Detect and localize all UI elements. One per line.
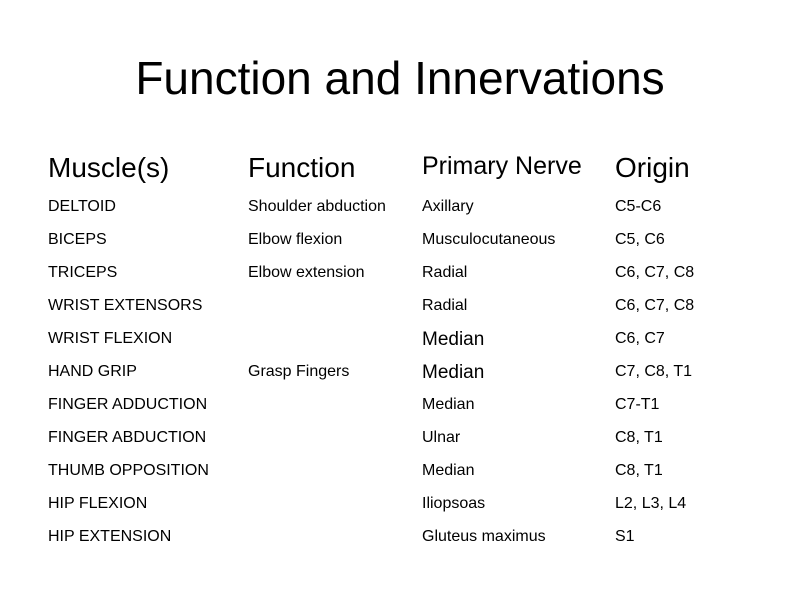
table-row (48, 256, 768, 289)
origin-cell: S1 (615, 528, 635, 545)
muscle-cell: TRICEPS (48, 264, 118, 281)
table-header-row (48, 145, 768, 190)
muscle-cell: HAND GRIP (48, 363, 137, 380)
origin-cell: C7-T1 (615, 396, 660, 413)
muscle-cell: FINGER ADDUCTION (48, 396, 208, 413)
nerve-cell: Median (422, 396, 475, 413)
header-primary-nerve: Primary Nerve (422, 152, 582, 180)
nerve-cell: Musculocutaneous (422, 231, 556, 248)
nerve-cell: Median (422, 329, 485, 350)
origin-cell: C6, C7 (615, 330, 665, 347)
header-origin: Origin (615, 152, 690, 183)
table-row (48, 355, 768, 388)
table-row (48, 454, 768, 487)
muscle-cell: FINGER ABDUCTION (48, 429, 207, 446)
header-muscle: Muscle(s) (48, 152, 170, 183)
table-row (48, 487, 768, 520)
muscle-cell: THUMB OPPOSITION (48, 462, 209, 479)
table-row (48, 190, 768, 223)
function-cell: Shoulder abduction (248, 198, 386, 215)
muscle-cell: WRIST EXTENSORS (48, 297, 203, 314)
origin-cell: L2, L3, L4 (615, 495, 687, 512)
table-row (48, 289, 768, 322)
muscle-cell: HIP EXTENSION (48, 528, 172, 545)
origin-cell: C8, T1 (615, 429, 663, 446)
nerve-cell: Median (422, 462, 475, 479)
origin-cell: C5, C6 (615, 231, 665, 248)
function-cell: Elbow extension (248, 264, 365, 281)
table-row (48, 520, 768, 553)
nerve-cell: Ulnar (422, 429, 461, 446)
muscle-cell: BICEPS (48, 231, 107, 248)
innervation-table (48, 145, 768, 553)
origin-cell: C8, T1 (615, 462, 663, 479)
nerve-cell: Radial (422, 297, 468, 314)
origin-cell: C6, C7, C8 (615, 264, 695, 281)
origin-cell: C5-C6 (615, 198, 662, 215)
table-row (48, 322, 768, 355)
nerve-cell: Radial (422, 264, 468, 281)
header-function: Function (248, 152, 356, 183)
muscle-cell: HIP FLEXION (48, 495, 148, 512)
table-row (48, 388, 768, 421)
function-cell: Grasp Fingers (248, 363, 350, 380)
muscle-cell: DELTOID (48, 198, 116, 215)
origin-cell: C7, C8, T1 (615, 363, 693, 380)
slide-title: Function and Innervations (135, 52, 665, 104)
nerve-cell: Axillary (422, 198, 474, 215)
table-row (48, 223, 768, 256)
table-row (48, 421, 768, 454)
nerve-cell: Iliopsoas (422, 495, 486, 512)
function-cell: Elbow flexion (248, 231, 343, 248)
nerve-cell: Median (422, 362, 485, 383)
origin-cell: C6, C7, C8 (615, 297, 695, 314)
nerve-cell: Gluteus maximus (422, 528, 546, 545)
muscle-cell: WRIST FLEXION (48, 330, 173, 347)
